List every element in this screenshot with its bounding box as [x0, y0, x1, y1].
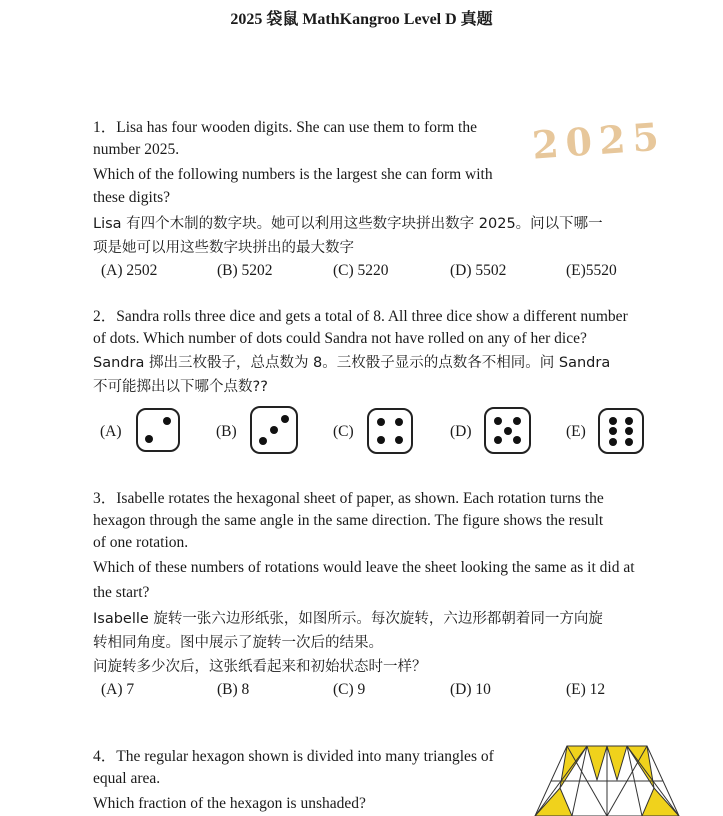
dice-pip — [377, 418, 385, 426]
dice-pip — [395, 418, 403, 426]
q1-line-6: 项是她可以用这些数字块拼出的最大数字 — [93, 240, 354, 256]
q2-option-d[interactable]: (D) — [450, 423, 472, 440]
dice-pip — [625, 427, 633, 435]
dice-pip — [513, 436, 521, 444]
q3-line-2: hexagon through the same angle in the same direction. The figure shows the result — [93, 512, 604, 529]
q3-line-6: Isabelle 旋转一张六边形纸张，如图所示。每次旋转，六边形都朝着同一方向旋 — [93, 611, 603, 627]
q3-line-7: 转相同角度。图中展示了旋转一次后的结果。 — [93, 635, 383, 651]
q3-line-8: 问旋转多少次后，这张纸看起来和初始状态时一样？ — [93, 659, 427, 675]
dice-pip — [609, 417, 617, 425]
q3-option-c[interactable]: (C) 9 — [333, 681, 366, 698]
dice-pip — [513, 417, 521, 425]
q4-line-3: Which fraction of the hexagon is unshaded? — [93, 795, 366, 812]
dice-pip — [494, 417, 502, 425]
q2-line-3: Sandra 掷出三枚骰子，总点数为 8。三枚骰子显示的点数各不相同。问 Sandra — [93, 355, 611, 371]
q2-option-c[interactable]: (C) — [333, 423, 354, 440]
dice-face-icon-b — [250, 406, 298, 454]
q3-line-3: of one rotation. — [93, 534, 189, 551]
q2-option-a[interactable]: (A) — [100, 423, 122, 440]
dice-pip — [609, 427, 617, 435]
q1-option-e[interactable]: (E)5520 — [566, 262, 617, 279]
page-title: 2025 袋鼠 MathKangroo Level D 真题 — [230, 11, 493, 28]
dice-pip — [163, 417, 171, 425]
dice-pip — [270, 426, 278, 434]
dice-pip — [625, 417, 633, 425]
q2-line-2: of dots. Which number of dots could Sandra not have rolled on any of her dice? — [93, 330, 587, 347]
q4-line-2: equal area. — [93, 770, 161, 787]
q2-option-b[interactable]: (B) — [216, 423, 237, 440]
q3-option-d[interactable]: (D) 10 — [450, 681, 491, 698]
dice-pip — [259, 437, 267, 445]
q3-option-b[interactable]: (B) 8 — [217, 681, 250, 698]
q1-option-d[interactable]: (D) 5502 — [450, 262, 507, 279]
q3-line-1: 3．Isabelle rotates the hexagonal sheet of paper, as shown. Each rotation turns the — [93, 490, 604, 507]
q1-line-5: Lisa 有四个木制的数字块。她可以利用这些数字块拼出数字 2025。问以下哪一 — [93, 216, 603, 232]
dice-pip — [625, 438, 633, 446]
dice-pip — [281, 415, 289, 423]
q3-line-5: the start? — [93, 584, 150, 601]
q1-line-3: Which of the following numbers is the largest she can form with — [93, 166, 493, 183]
q1-line-1: 1．Lisa has four wooden digits. She can use them to form the — [93, 119, 477, 136]
q1-option-a[interactable]: (A) 2502 — [101, 262, 158, 279]
year-decoration: 2025 — [530, 113, 668, 168]
dice-pip — [609, 438, 617, 446]
hexagon-figure-icon — [532, 740, 682, 816]
dice-face-icon-a — [136, 408, 180, 452]
q2-line-1: 2．Sandra rolls three dice and gets a total of 8. All three dice show a different number — [93, 308, 628, 325]
dice-pip — [395, 436, 403, 444]
dice-pip — [377, 436, 385, 444]
q1-line-4: these digits? — [93, 189, 171, 206]
q2-option-e[interactable]: (E) — [566, 423, 586, 440]
q1-line-2: number 2025. — [93, 141, 180, 158]
dice-pip — [494, 436, 502, 444]
dice-pip — [145, 435, 153, 443]
q2-line-4: 不可能掷出以下哪个点数?? — [93, 379, 268, 395]
q1-option-b[interactable]: (B) 5202 — [217, 262, 273, 279]
dice-face-icon-e — [598, 408, 644, 454]
q4-line-1: 4．The regular hexagon shown is divided into many triangles of — [93, 748, 494, 765]
dice-pip — [504, 427, 512, 435]
dice-face-icon-d — [484, 407, 531, 454]
q3-line-4: Which of these numbers of rotations would leave the sheet looking the same as it did at — [93, 559, 635, 576]
dice-face-icon-c — [367, 408, 413, 454]
q3-option-e[interactable]: (E) 12 — [566, 681, 606, 698]
q1-option-c[interactable]: (C) 5220 — [333, 262, 389, 279]
q3-option-a[interactable]: (A) 7 — [101, 681, 135, 698]
